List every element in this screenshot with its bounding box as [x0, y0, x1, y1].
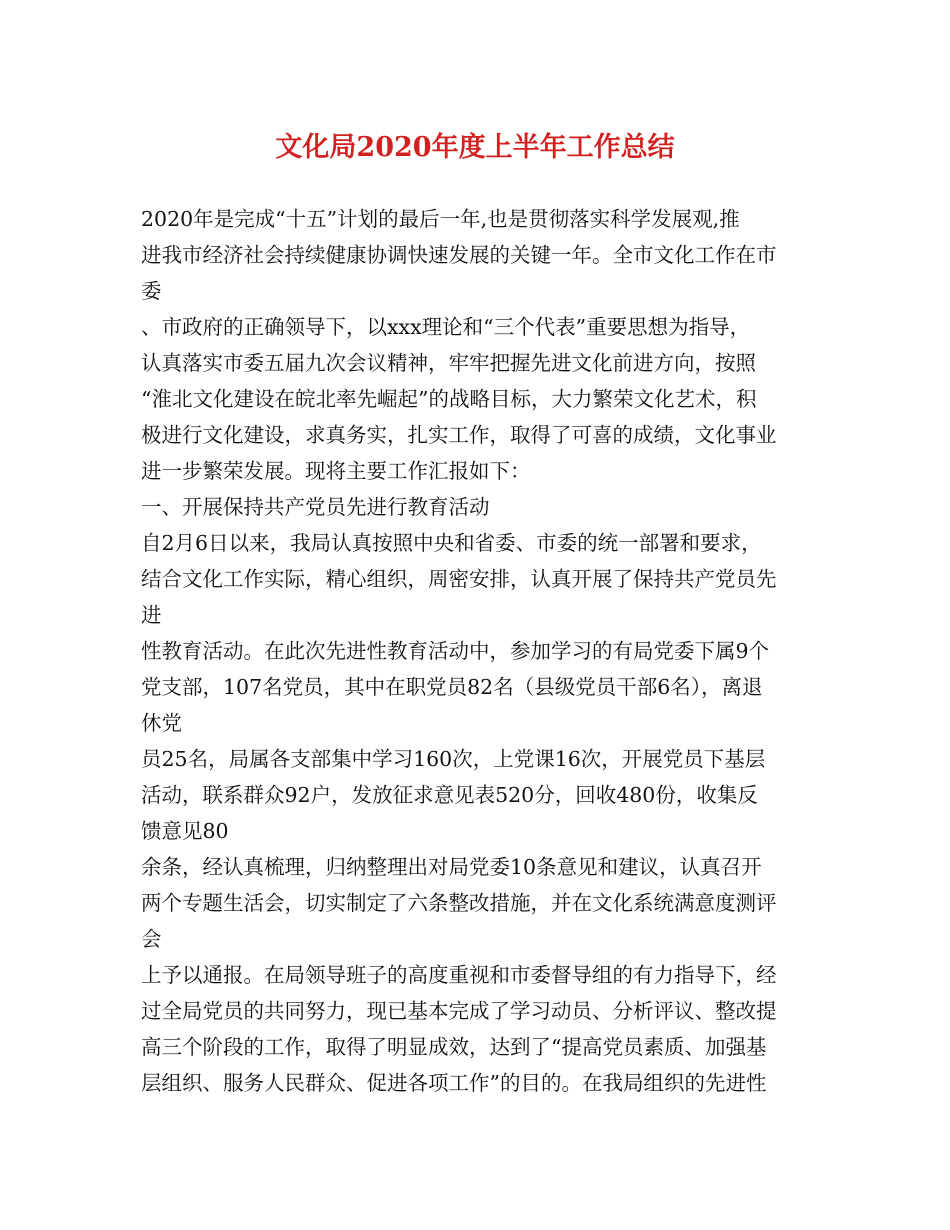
body-line: 性教育活动。在此次先进性教育活动中，参加学习的有局党委下属9个: [141, 639, 770, 663]
body-line: “淮北文化建设在皖北率先崛起”的战略目标，大力繁荣文化艺术，积: [141, 387, 757, 411]
body-line: 、市政府的正确领导下，以xxx理论和“三个代表”重要思想为指导，: [141, 315, 751, 339]
body-line: 自2月6日以来，我局认真按照中央和省委、市委的统一部署和要求，: [141, 531, 762, 555]
document-title: 文化局2020年度上半年工作总结: [275, 132, 675, 163]
body-line: 余条，经认真梳理，归纳整理出对局党委10条意见和建议，认真召开: [141, 855, 762, 879]
document-body: [141, 201, 831, 1101]
body-line: 上予以通报。在局领导班子的高度重视和市委督导组的有力指导下，经: [141, 963, 777, 987]
body-line: 进: [141, 603, 162, 627]
body-line: 员25名，局属各支部集中学习160次，上党课16次，开展党员下基层: [141, 747, 766, 771]
body-line: 2020年是完成“十五”计划的最后一年,也是贯彻落实科学发展观,推: [141, 207, 740, 231]
body-line: 极进行文化建设，求真务实，扎实工作，取得了可喜的成绩，文化事业: [141, 423, 777, 447]
body-line: 过全局党员的共同努力，现已基本完成了学习动员、分析评议、整改提: [141, 999, 777, 1023]
body-line: 党支部，107名党员，其中在职党员82名（县级党员干部6名），离退: [141, 675, 763, 699]
body-line: 休党: [141, 711, 182, 735]
body-line: 结合文化工作实际，精心组织，周密安排，认真开展了保持共产党员先: [141, 567, 777, 591]
body-line: 委: [141, 279, 162, 303]
body-line: 两个专题生活会，切实制定了六条整改措施，并在文化系统满意度测评: [141, 891, 777, 915]
body-line: 层组织、服务人民群众、促进各项工作”的目的。在我局组织的先进性: [141, 1071, 767, 1095]
body-line: 馈意见80: [141, 819, 229, 843]
body-line: 进一步繁荣发展。现将主要工作汇报如下：: [141, 459, 531, 483]
body-line: 进我市经济社会持续健康协调快速发展的关键一年。全市文化工作在市: [141, 243, 777, 267]
body-line: 活动，联系群众92户，发放征求意见表520分，回收480份，收集反: [141, 783, 758, 807]
body-line: 会: [141, 927, 162, 951]
body-line: 高三个阶段的工作，取得了明显成效，达到了“提高党员素质、加强基: [141, 1035, 767, 1059]
body-line: 一、开展保持共产党员先进行教育活动: [141, 495, 490, 519]
body-line: 认真落实市委五届九次会议精神，牢牢把握先进文化前进方向，按照: [141, 351, 756, 375]
